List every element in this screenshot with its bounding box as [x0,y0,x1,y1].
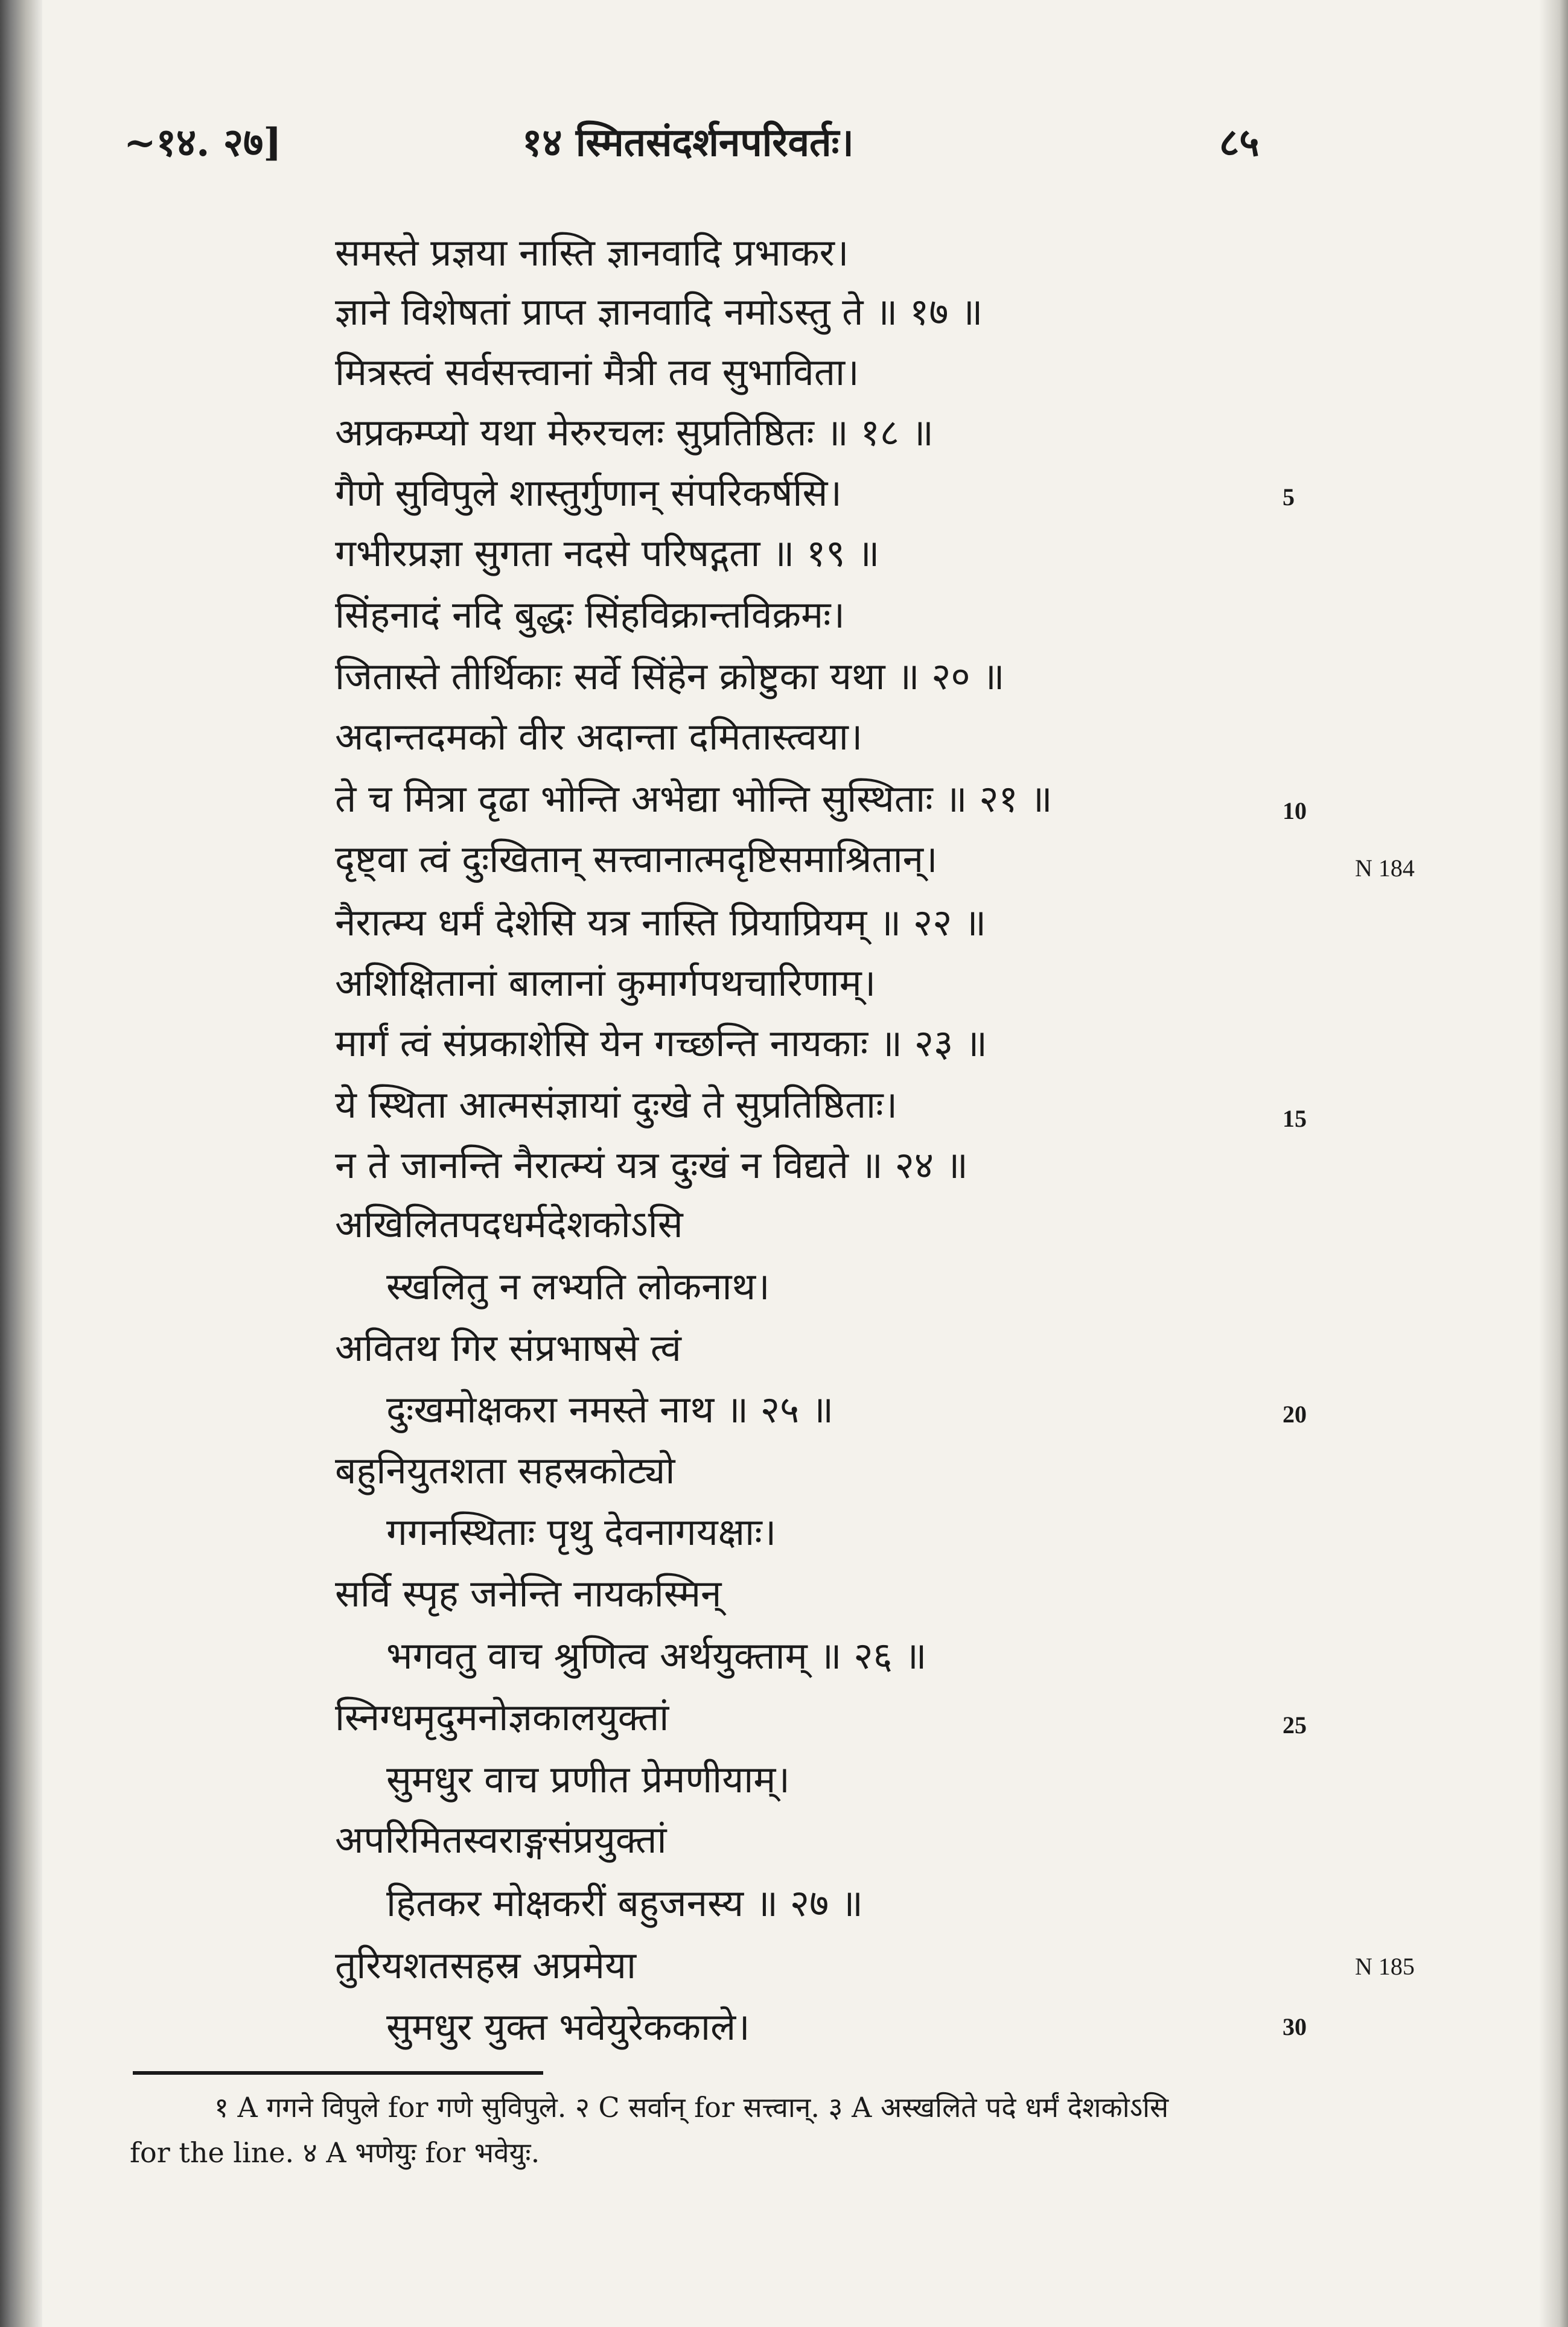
footnote-line: १ A गगने विपुले for गणे सुविपुले. २ C सर्वान् for सत्त्वान्. ३ A अस्खलिते पदे धर्मं देशकोऽसि [214,2091,1169,2124]
verse-line: भगवतु वाच श्रुणित्व अर्थयुक्ताम् ॥ २६ ॥ [386,1634,927,1678]
verse-line: अपरिमितस्वराङ्गसंप्रयुक्तां [335,1818,667,1862]
footnote-rule [133,2071,543,2075]
page-number: ८५ [1219,120,1260,165]
verse-line: सुमधुर वाच प्रणीत प्रेमणीयाम्। [386,1757,790,1801]
verse-line: गगनस्थिताः पृथु देवनागयक्षाः। [386,1510,777,1554]
verse-line: अशिक्षितानां बालानां कुमार्गपथचारिणाम्। [335,961,876,1005]
verse-line: तुरियशतसहस्र अप्रमेया [335,1943,637,1987]
verse-line: जितास्ते तीर्थिकाः सर्वे सिंहेन क्रोष्टुका यथा ॥ २० ॥ [335,654,1005,698]
page-edge-shadow [1539,0,1568,2327]
verse-line: हितकर मोक्षकरीं बहुजनस्य ॥ २७ ॥ [386,1881,864,1925]
verse-line: समस्ते प्रज्ञया नास्ति ज्ञानवादि प्रभाकर। [335,231,849,275]
verse-line: अखिलितपदधर्मदेशकोऽसि [335,1202,683,1246]
verse-line: न ते जानन्ति नैरात्म्यं यत्र दुःखं न विद्यते ॥ २४ ॥ [335,1143,968,1187]
verse-line: अदान्तदमको वीर अदान्ता दमितास्त्वया। [335,715,863,759]
verse-line: स्खलितु न लभ्यति लोकनाथ। [386,1264,770,1308]
verse-line: बहुनियुतशता सहस्रकोट्यो [335,1448,675,1492]
verse-line: मित्रस्त्वं सर्वसत्त्वानां मैत्री तव सुभाविता। [335,350,859,394]
line-number: 30 [1283,2013,1307,2040]
verse-line: ते च मित्रा दृढा भोन्ति अभेद्या भोन्ति सुस्थिताः ॥ २१ ॥ [335,777,1053,821]
verse-line: अप्रकम्प्यो यथा मेरुरचलः सुप्रतिष्ठितः ॥ १८ ॥ [335,410,934,454]
line-number: 15 [1283,1105,1307,1132]
verse-line: नैरात्म्य धर्मं देशेसि यत्र नास्ति प्रियाप्रियम् ॥ २२ ॥ [335,900,987,944]
verse-line: दृष्ट्वा त्वं दुःखितान् सत्त्वानात्मदृष्टिसमाश्रितान्। [335,837,938,881]
verse-line: सुमधुर युक्त भवेयुरेककाले। [386,2005,750,2049]
verse-line: दुःखमोक्षकरा नमस्ते नाथ ॥ २५ ॥ [386,1387,834,1431]
manuscript-folio-ref: N 184 [1355,855,1415,882]
verse-line: स्निग्धमृदुमनोज्ञकालयुक्तां [335,1695,669,1739]
book-binding-shadow [0,0,42,2327]
verse-line: ज्ञाने विशेषतां प्राप्त ज्ञानवादि नमोऽस्तु ते ॥ १७ ॥ [335,290,983,334]
verse-line: मार्गं त्वं संप्रकाशेसि येन गच्छन्ति नायकाः ॥ २३ ॥ [335,1021,988,1065]
running-head-chapter-title: १४ स्मितसंदर्शनपरिवर्तः। [522,120,854,165]
verse-line: सर्वि स्पृह जनेन्ति नायकस्मिन् [335,1571,722,1616]
running-head-section-ref: ~१४. २७] [124,120,282,165]
line-number: 10 [1283,797,1307,824]
verse-line: सिंहनादं नदि बुद्धः सिंहविक्रान्तविक्रमः। [335,593,846,637]
footnote-line: for the line. ४ A भणेयुः for भवेयुः. [130,2136,540,2169]
verse-line: गभीरप्रज्ञा सुगता नदसे परिषद्गता ॥ १९ ॥ [335,531,880,575]
verse-line: अवितथ गिर संप्रभाषसे त्वं [335,1326,681,1370]
line-number: 5 [1283,483,1295,511]
line-number: 20 [1283,1401,1307,1428]
line-number: 25 [1283,1711,1307,1739]
manuscript-folio-ref: N 185 [1355,1953,1415,1980]
verse-line: ये स्थिता आत्मसंज्ञायां दुःखे ते सुप्रतिष्ठिताः। [335,1083,898,1127]
verse-line: गैणे सुविपुले शास्तुर्गुणान् संपरिकर्षसि। [335,471,842,515]
